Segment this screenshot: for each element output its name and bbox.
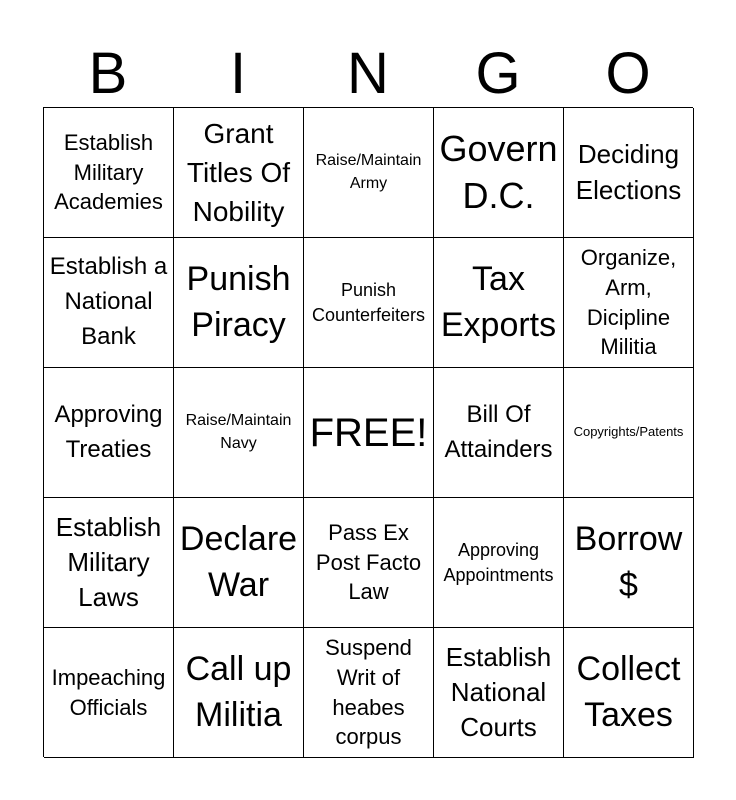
cell-text: Pass Ex Post Facto Law (315, 519, 422, 605)
bingo-cell (304, 498, 434, 628)
cell-text: Copyrights/Patents (573, 424, 684, 440)
cell-text: Approving Appointments (443, 540, 554, 585)
cell-text: Establish Military Laws (55, 511, 162, 613)
cell-text: Establish Military Academies (54, 129, 163, 215)
bingo-cell (434, 238, 564, 368)
bingo-cell (434, 498, 564, 628)
header-letter-i: I (229, 41, 247, 106)
bingo-cell (174, 238, 304, 368)
bingo-cell (564, 108, 694, 238)
bingo-cell (44, 108, 174, 238)
bingo-cell (564, 368, 694, 498)
cell-text: Raise/Maintain Navy (185, 412, 292, 452)
bingo-cell (564, 238, 694, 368)
cell-text: Govern D.C. (439, 127, 558, 216)
cell-text: Borrow $ (574, 519, 683, 604)
header-letter-b: B (88, 41, 128, 106)
bingo-cell (44, 238, 174, 368)
bingo-cell (564, 628, 694, 758)
bingo-cell (434, 628, 564, 758)
cell-text: Establish National Courts (445, 641, 552, 743)
cell-text: Approving Treaties (54, 400, 163, 463)
bingo-cell (44, 368, 174, 498)
cell-text: Raise/Maintain Army (315, 152, 422, 192)
cell-text: Suspend Writ of heabes corpus (325, 635, 412, 750)
free-space (304, 368, 434, 498)
cell-text: Tax Exports (440, 259, 557, 344)
cell-text: Establish a National Bank (49, 253, 168, 350)
cell-text: Punish Piracy (186, 259, 291, 344)
cell-text: Organize, Arm, Dicipline Militia (580, 245, 677, 360)
cell-text: Declare War (179, 519, 298, 604)
bingo-cell (304, 238, 434, 368)
bingo-cell (44, 498, 174, 628)
bingo-cell (304, 108, 434, 238)
bingo-board (43, 107, 693, 757)
bingo-cell (44, 628, 174, 758)
bingo-cell (174, 498, 304, 628)
bingo-cell (174, 108, 304, 238)
cell-text: Deciding Elections (575, 139, 682, 205)
cell-text: Grant Titles Of Nobility (186, 117, 291, 228)
bingo-cell (564, 498, 694, 628)
cell-text: Collect Taxes (576, 649, 681, 734)
header-letter-n: N (347, 41, 389, 106)
cell-text: FREE! (309, 410, 428, 455)
header-letter-g: G (475, 41, 521, 106)
bingo-cell (304, 628, 434, 758)
cell-text: Call up Militia (185, 649, 292, 734)
cell-text: Bill Of Attainders (444, 400, 553, 463)
bingo-cell (174, 368, 304, 498)
bingo-cell (174, 628, 304, 758)
bingo-cell (434, 368, 564, 498)
bingo-cell (434, 108, 564, 238)
bingo-header (43, 40, 693, 108)
cell-text: Impeaching Officials (51, 664, 166, 720)
header-letter-o: O (605, 41, 651, 106)
cell-text: Punish Counterfeiters (311, 280, 426, 325)
